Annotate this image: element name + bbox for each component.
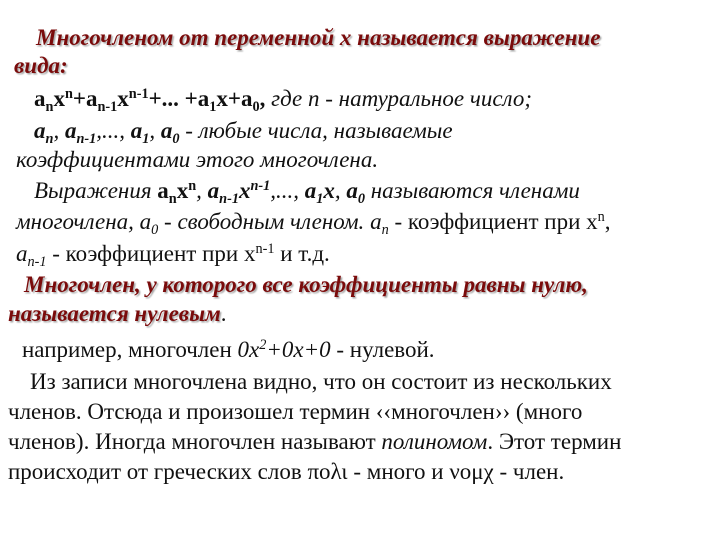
paragraph-line4: происходит от греческих слов πολι - много и νομχ - член.	[8, 459, 565, 484]
paragraph-line3: членов). Иногда многочлен называют полиномом. Этот термин	[8, 429, 622, 454]
members-line1: Выражения $a_nx^n$, $a_{n-1}x^{n-1}$,..., $a_1x$, $a_0$ называются членами	[34, 178, 580, 207]
members-line3: $a_{n-1}$ - коэффициент при $x^{n-1}$ и т.д.	[16, 241, 330, 270]
coefficients-line2: коэффициентами этого многочлена.	[16, 147, 379, 172]
definition-title-line1: Многочленом от переменной x называется выражение	[36, 25, 601, 50]
definition-title-line2: вида:	[14, 53, 68, 78]
paragraph-line1: Из записи многочлена видно, что он состоит из нескольких	[30, 369, 612, 394]
zero-polynomial-line2: называется нулевым.	[8, 301, 227, 326]
zero-polynomial-line1: Многочлен, у которого все коэффициенты равны нулю,	[24, 272, 588, 297]
coefficients-line: $a_n$, $a_{n-1}$,..., $a_1$, $a_0$ - любые числа, называемые	[34, 118, 453, 147]
paragraph-line2: членов. Отсюда и произошел термин ‹‹многочлен›› (много	[8, 399, 583, 424]
members-line2: многочлена, $a_0$ - свободным членом. $a_n$ - коэффициент при $x^n$,	[16, 209, 611, 238]
example-line: например, многочлен $0x^2+0x+0$ - нулевой.	[22, 337, 435, 362]
polynomial-formula: $a_nx^n+a_{n-1}x^{n-1}+$... $+a_1x+a_0$, где n - натуральное число;	[34, 86, 533, 115]
